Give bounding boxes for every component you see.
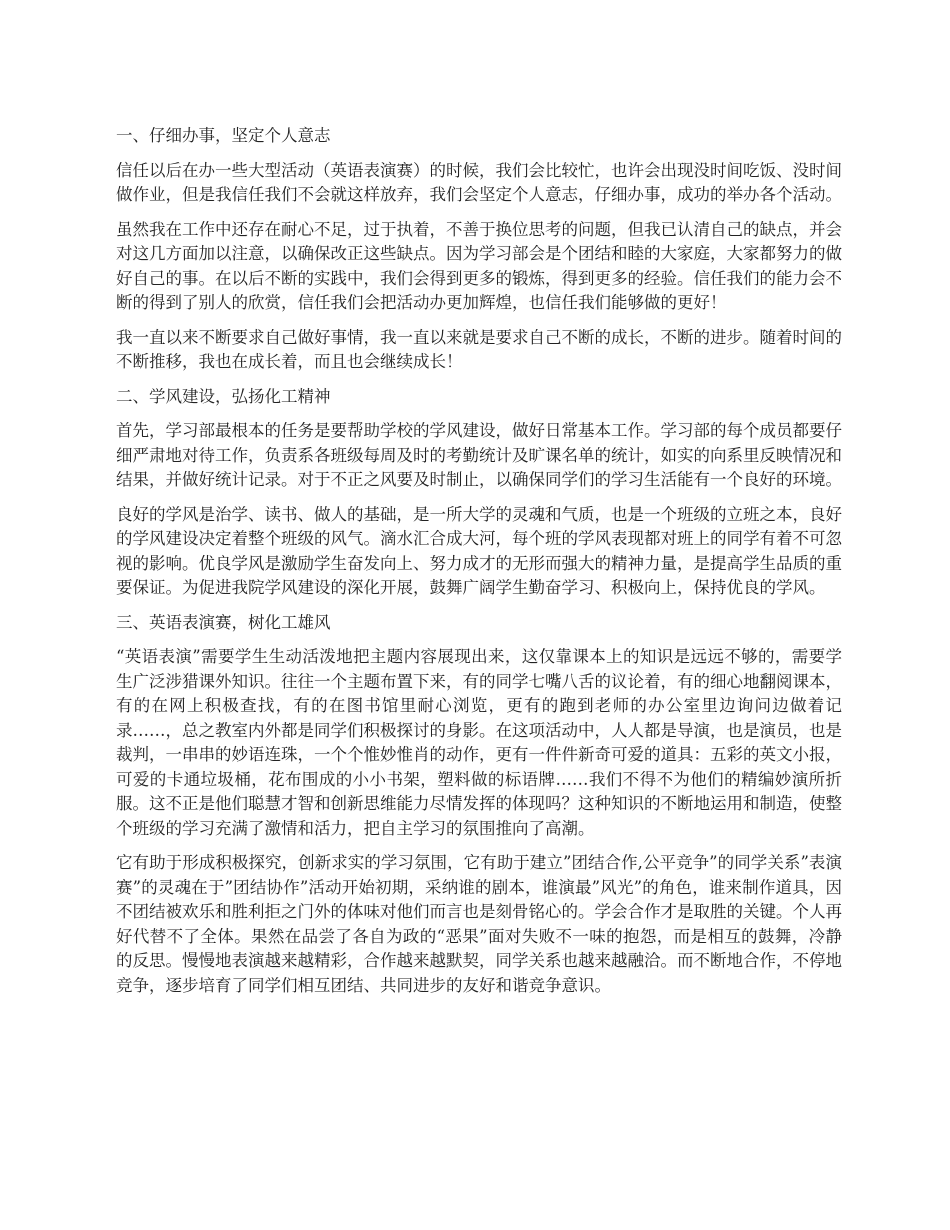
section-heading-1: 一、仔细办事，坚定个人意志 — [116, 126, 331, 145]
paragraph: 虽然我在工作中还存在耐心不足，过于执着，不善于换位思考的问题，但我已认清自己的缺点，并会对这几方面加以注意，以确保改正这些缺点。因为学习部会是个团结和睦的大家庭，大家都努力的做好自己的事。在以后不断的实践中，我们会得到更多的锻炼，得到更多的经验。信任我们的能力会不断的得到了别人的欣赏，信任我们会把活动办更加辉煌，也信任我们能够做的更好！ — [116, 219, 842, 312]
document-body — [116, 124, 842, 1008]
section-heading-3: 三、英语表演赛，树化工雄风 — [116, 612, 331, 632]
section-heading-2: 二、学风建设，弘扬化工精神 — [116, 386, 331, 406]
paragraph: 信任以后在办一些大型活动（英语表演赛）的时候，我们会比较忙，也许会出现没时间吃饭、没时间做作业，但是我信任我们不会就这样放弃，我们会坚定个人意志，仔细办事，成功的举办各个活动。 — [116, 160, 842, 204]
paragraph: “英语表演”需要学生生动活泼地把主题内容展现出来，这仅靠课本上的知识是远远不够的，需要学生广泛涉猎课外知识。往往一个主题布置下来，有的同学七嘴八舌的议论着，有的细心地翻阅课本，有的在网上积极查找，有的在图书馆里耐心浏览，更有的跑到老师的办公室里边询问边做着记录……，总之教室内外都是同学们积极探讨的身影。在这项活动中，人人都是导演，也是演员，也是裁判，一串串的妙语连珠，一个个惟妙惟肖的动作，更有一件件新奇可爱的道具：五彩的英文小报，可爱的卡通垃圾桶，花布围成的小小书架，塑料做的标语牌……我们不得不为他们的精编妙演所折服。这不正是他们聪慧才智和创新思维能力尽情发挥的体现吗？这种知识的不断地运用和制造，使整个班级的学习充满了激情和活力，把自主学习的氛围推向了高潮。 — [116, 647, 842, 838]
paragraph: 我一直以来不断要求自己做好事情，我一直以来就是要求自己不断的成长，不断的进步。随着时间的不断推移，我也在成长着，而且也会继续成长！ — [116, 327, 842, 371]
paragraph: 它有助于形成积极探究，创新求实的学习氛围，它有助于建立”团结合作,公平竞争”的同学关系”表演赛”的灵魂在于”团结协作”活动开始初期，采纳谁的剧本，谁演最”风光”的角色，谁来制作道具，因不团结被欢乐和胜利拒之门外的体味对他们而言也是刻骨铭心的。学会合作才是取胜的关键。个人再好代替不了全体。果然在品尝了各自为政的“恶果”面对失败不一味的抱怨，而是相互的鼓舞，冷静的反思。慢慢地表演越来越精彩，合作越来越默契，同学关系也越来越融洽。而不断地合作，不停地竞争，逐步培育了同学们相互团结、共同进步的友好和谐竞争意识。 — [116, 853, 842, 995]
paragraph: 首先，学习部最根本的任务是要帮助学校的学风建设，做好日常基本工作。学习部的每个成员都要仔细严肃地对待工作，负责系各班级每周及时的考勤统计及旷课名单的统计，如实的向系里反映情况和结果，并做好统计记录。对于不正之风要及时制止，以确保同学们的学习生活能有一个良好的环境。 — [116, 421, 842, 489]
paragraph: 良好的学风是治学、读书、做人的基础，是一所大学的灵魂和气质，也是一个班级的立班之本，良好的学风建设决定着整个班级的风气。滴水汇合成大河，每个班的学风表现都对班上的同学有着不可忽视的影响。优良学风是激励学生奋发向上、努力成才的无形而强大的精神力量，是提高学生品质的重要保证。为促进我院学风建设的深化开展，鼓舞广阔学生勤奋学习、积极向上，保持优良的学风。 — [116, 504, 842, 597]
